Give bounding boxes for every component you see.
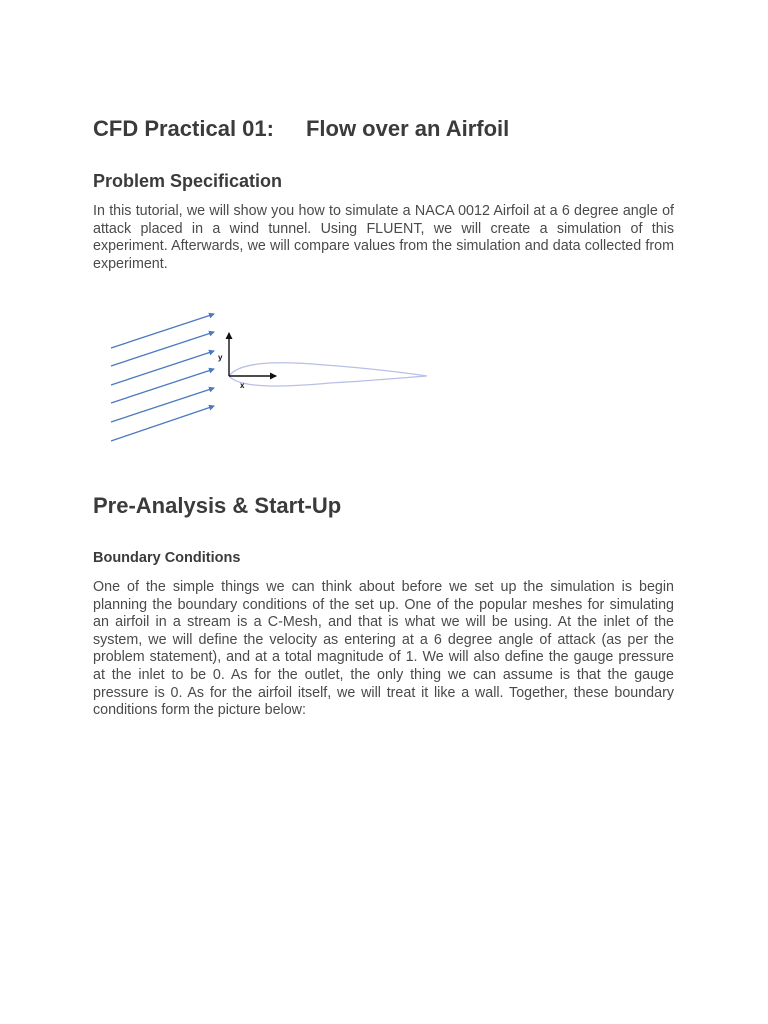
document-title [93, 116, 509, 142]
problem-specification-heading: Problem Specification [93, 171, 283, 191]
flow-arrow [111, 388, 214, 422]
flow-arrow [111, 406, 214, 441]
flow-arrow [111, 332, 214, 366]
naca-0012-airfoil [229, 363, 427, 386]
airfoil-flow-diagram [105, 305, 435, 450]
flow-arrow [111, 351, 214, 385]
problem-specification-paragraph: In this tutorial, we will show you how to simulate a NACA 0012 Airfoil at a 6 degree angle of attack placed in a wind tunnel. Using FLUENT, we will create a simulation of this experiment. Afterwards, we will compare values from the simulation and data collected from experiment. [93, 203, 674, 272]
flow-arrow [111, 314, 214, 348]
freestream-arrows [111, 314, 214, 441]
pre-analysis-heading: Pre-Analysis & Start-Up [93, 493, 342, 518]
x-axis-label: x [240, 381, 245, 390]
boundary-conditions-heading: Boundary Conditions [93, 550, 241, 566]
title-topic: Flow over an Airfoil [305, 116, 510, 141]
boundary-conditions-paragraph: One of the simple things we can think about before we set up the simulation is begin planning the boundary conditions of the set up. One of the popular meshes for simulating an airfoil in a stream is a C-Mesh, and that is what we will be using. At the inlet of the system, we will define the velocity as entering at a 6 degree angle of attack (as per the problem statement), and at a total magnitude of 1. We will also define the gauge pressure at the inlet to be 0. As for the outlet, the only thing we can assume is that the gauge pressure is 0. As for the airfoil itself, we will treat it like a wall. Together, these boundary conditions form the picture below: [93, 579, 674, 719]
title-practical-number: CFD Practical 01: [93, 116, 274, 141]
y-axis-label: y [218, 353, 223, 362]
flow-arrow [111, 369, 214, 403]
